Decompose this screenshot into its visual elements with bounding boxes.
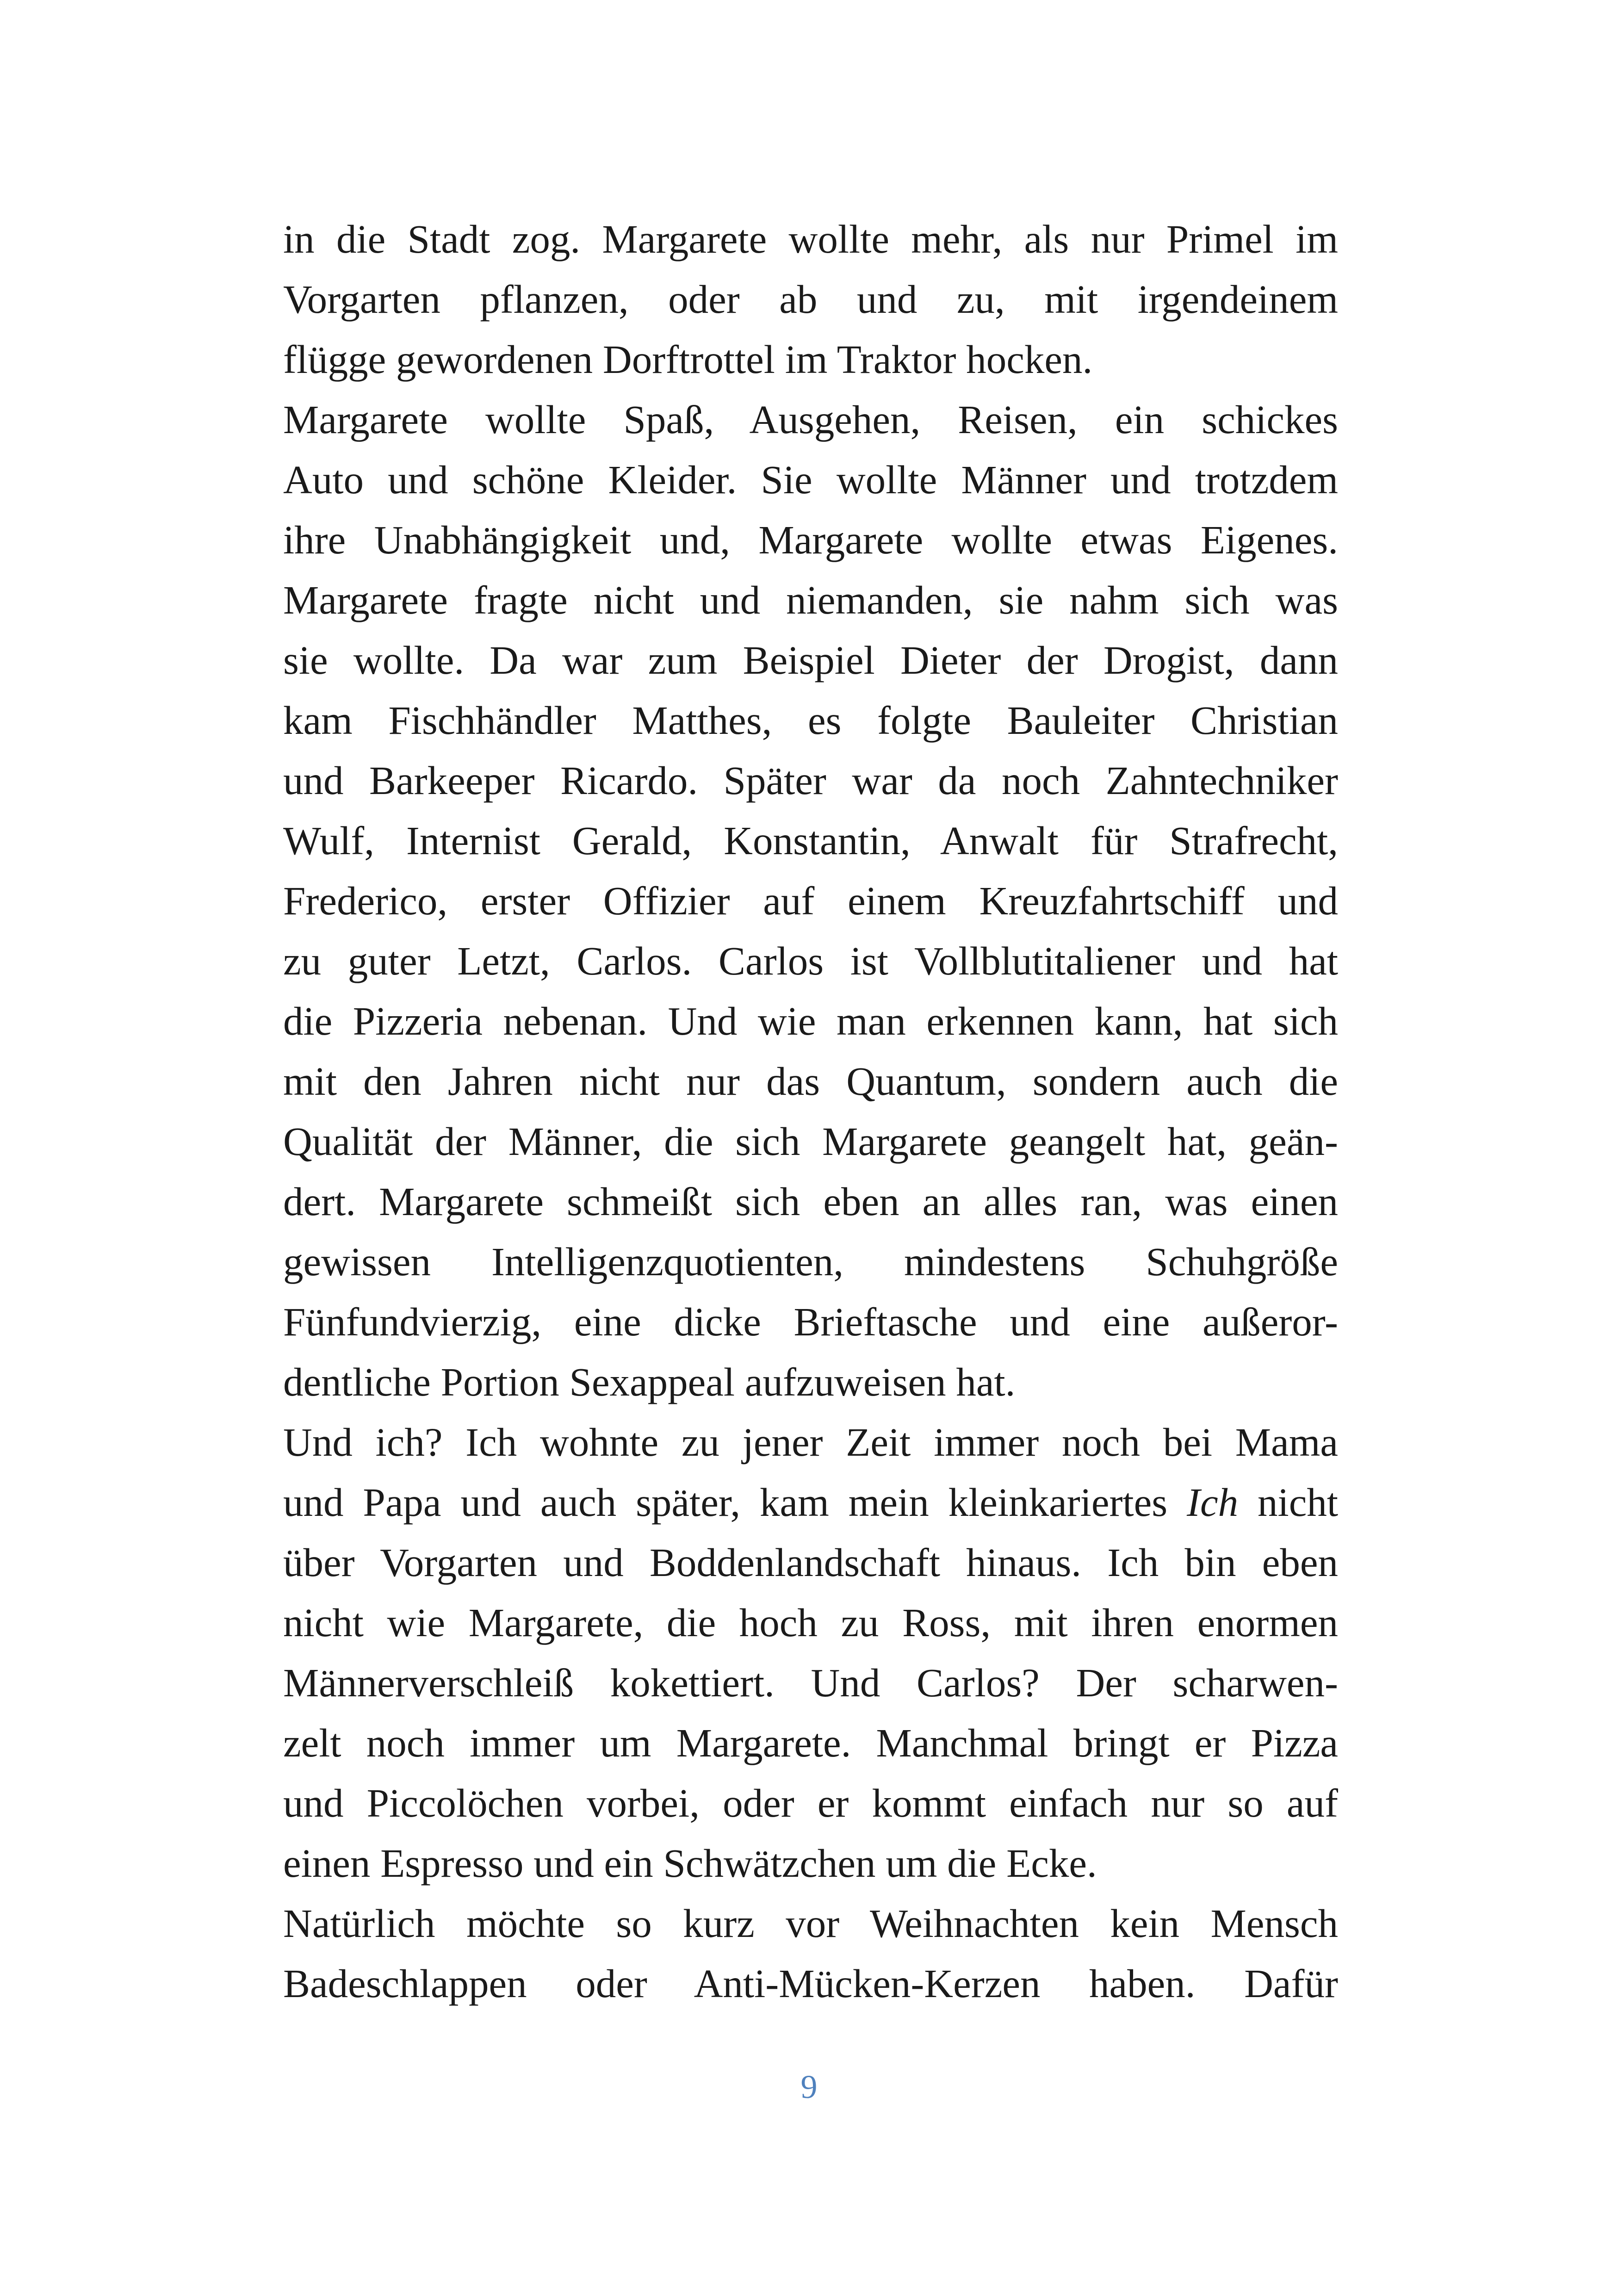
text-line: Fünfundvierzig, eine dicke Brieftasche und eine außeror- [283,1299,1338,1344]
text-line: sie wollte. Da war zum Beispiel Dieter der Drogist, dann [283,638,1338,683]
text-line: Natürlich möchte so kurz vor Weihnachten kein Mensch [283,1901,1338,1946]
text-line: Qualität der Männer, die sich Margarete geangelt hat, geän- [283,1119,1338,1164]
text-line: gewissen Intelligenzquotienten, mindestens Schuhgröße [283,1239,1338,1284]
text-line: Margarete fragte nicht und niemanden, sie nahm sich was [283,577,1338,622]
text-line: Frederico, erster Offizier auf einem Kreuzfahrtschiff und [283,878,1338,923]
text-line: kam Fischhändler Matthes, es folgte Bauleiter Christian [283,698,1338,743]
text-line: dentliche Portion Sexappeal aufzuweisen hat. [283,1359,1016,1404]
text-line: zelt noch immer um Margarete. Manchmal bringt er Pizza [283,1720,1338,1765]
text-line: Und ich? Ich wohnte zu jener Zeit immer noch bei Mama [283,1420,1338,1464]
text-line: Wulf, Internist Gerald, Konstantin, Anwalt für Strafrecht, [283,818,1338,863]
text-line: dert. Margarete schmeißt sich eben an alles ran, was einen [283,1179,1338,1224]
text-line: Vorgarten pflanzen, oder ab und zu, mit irgendeinem [283,277,1338,322]
page-number: 9 [800,2068,818,2105]
text-run: nicht [1238,1480,1339,1525]
text-line: die Pizzeria nebenan. Und wie man erkennen kann, hat sich [283,999,1338,1043]
text-line: einen Espresso und ein Schwätzchen um die Ecke. [283,1841,1097,1886]
text-line: nicht wie Margarete, die hoch zu Ross, mit ihren enormen [283,1600,1338,1645]
text-line: und Barkeeper Ricardo. Später war da noch Zahntechniker [283,758,1338,803]
text-line: ihre Unabhängigkeit und, Margarete wollte etwas Eigenes. [283,517,1338,562]
text-line: zu guter Letzt, Carlos. Carlos ist Vollblutitaliener und hat [283,938,1338,983]
text-line: Auto und schöne Kleider. Sie wollte Männer und trotzdem [283,457,1338,502]
emphasized-word: Ich [1187,1480,1239,1525]
text-line: flügge gewordenen Dorftrottel im Traktor hocken. [283,337,1093,382]
text-line-with-emphasis [283,1472,1338,1533]
text-run: und Papa und auch später, kam mein kleinkariertes [283,1480,1187,1525]
text-line: über Vorgarten und Boddenlandschaft hinaus. Ich bin eben [283,1540,1338,1585]
text-line: in die Stadt zog. Margarete wollte mehr, als nur Primel im [283,217,1338,261]
body-text [283,209,1338,2014]
text-line: Badeschlappen oder Anti-Mücken-Kerzen haben. Dafür [283,1961,1338,2006]
text-line: Männerverschleiß kokettiert. Und Carlos? Der scharwen- [283,1660,1338,1705]
text-line: und Piccolöchen vorbei, oder er kommt einfach nur so auf [283,1781,1338,1825]
text-line: Margarete wollte Spaß, Ausgehen, Reisen, ein schickes [283,397,1338,442]
text-line: mit den Jahren nicht nur das Quantum, sondern auch die [283,1059,1338,1104]
